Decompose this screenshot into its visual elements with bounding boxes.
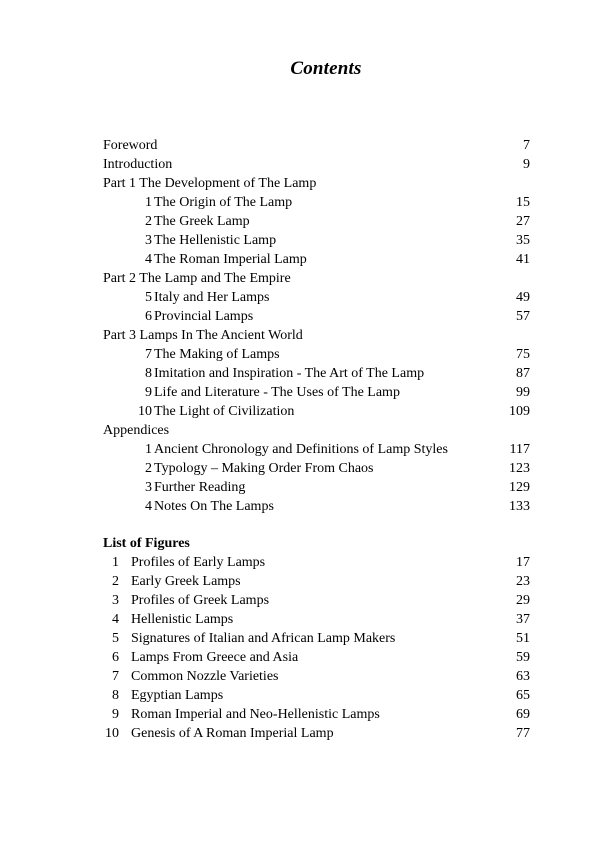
entry-title: Appendices xyxy=(103,423,170,438)
entry-title: Roman Imperial and Neo-Hellenistic Lamps xyxy=(131,707,380,722)
entry-page-number: 75 xyxy=(516,347,530,362)
entry-title: Introduction xyxy=(103,157,173,172)
entry-page-number: 41 xyxy=(516,252,530,267)
entry-title: The Roman Imperial Lamp xyxy=(154,252,307,267)
entry-title: Life and Literature - The Uses of The Lamp xyxy=(154,385,400,400)
figure-entry xyxy=(103,667,530,686)
entry-number: 7 xyxy=(145,347,152,362)
figure-entry xyxy=(103,724,530,743)
section-entry xyxy=(103,269,530,288)
entry-number: 6 xyxy=(112,650,119,665)
chapter-entry xyxy=(103,193,530,212)
chapter-entry xyxy=(103,250,530,269)
entry-page-number: 7 xyxy=(523,138,530,153)
entry-title: Egyptian Lamps xyxy=(131,688,224,703)
entry-title: Lamps From Greece and Asia xyxy=(131,650,299,665)
entry-number: 8 xyxy=(145,366,152,381)
entry-number: 6 xyxy=(145,309,152,324)
entry-number: 3 xyxy=(112,593,119,608)
entry-page-number: 15 xyxy=(516,195,530,210)
entry-title: The Hellenistic Lamp xyxy=(154,233,277,248)
entry-number: 3 xyxy=(145,480,152,495)
entry-page-number: 49 xyxy=(516,290,530,305)
entry-page-number: 77 xyxy=(516,726,530,741)
entry-page-number: 109 xyxy=(509,404,530,419)
entry-page-number: 87 xyxy=(516,366,530,381)
entry-page-number: 129 xyxy=(509,480,530,495)
entry-page-number: 29 xyxy=(516,593,530,608)
entry-title: Further Reading xyxy=(154,480,246,495)
section-entry xyxy=(103,155,530,174)
chapter-entry xyxy=(103,459,530,478)
entry-page-number: 69 xyxy=(516,707,530,722)
figure-entry xyxy=(103,572,530,591)
entry-page-number: 9 xyxy=(523,157,530,172)
entry-title: Genesis of A Roman Imperial Lamp xyxy=(131,726,334,741)
entry-title: Italy and Her Lamps xyxy=(154,290,270,305)
entry-page-number: 27 xyxy=(516,214,530,229)
entry-title: Part 3 Lamps In The Ancient World xyxy=(103,328,303,343)
entry-number: 2 xyxy=(145,214,152,229)
entry-title: Notes On The Lamps xyxy=(154,499,274,514)
entry-page-number: 23 xyxy=(516,574,530,589)
entry-page-number: 65 xyxy=(516,688,530,703)
chapter-entry xyxy=(103,364,530,383)
entry-title: Part 1 The Development of The Lamp xyxy=(103,176,317,191)
chapter-entry xyxy=(103,231,530,250)
list-of-figures xyxy=(103,553,530,743)
entry-title: The Origin of The Lamp xyxy=(154,195,293,210)
contents-list xyxy=(103,136,530,516)
section-entry xyxy=(103,174,530,193)
entry-title: The Greek Lamp xyxy=(154,214,250,229)
chapter-entry xyxy=(103,478,530,497)
entry-number: 5 xyxy=(112,631,119,646)
chapter-entry xyxy=(103,212,530,231)
entry-page-number: 133 xyxy=(509,499,530,514)
entry-page-number: 123 xyxy=(509,461,530,476)
entry-title: The Making of Lamps xyxy=(154,347,280,362)
chapter-entry xyxy=(103,440,530,459)
entry-number: 3 xyxy=(145,233,152,248)
entry-page-number: 37 xyxy=(516,612,530,627)
chapter-entry xyxy=(103,497,530,516)
entry-title: Early Greek Lamps xyxy=(131,574,241,589)
entry-number: 2 xyxy=(145,461,152,476)
chapter-entry xyxy=(103,383,530,402)
entry-number: 10 xyxy=(138,404,152,419)
figure-entry xyxy=(103,648,530,667)
entry-number: 1 xyxy=(145,442,152,457)
figure-entry xyxy=(103,591,530,610)
table-of-contents xyxy=(103,136,530,743)
entry-page-number: 63 xyxy=(516,669,530,684)
entry-title: Provincial Lamps xyxy=(154,309,254,324)
entry-number: 2 xyxy=(112,574,119,589)
section-entry xyxy=(103,326,530,345)
entry-page-number: 59 xyxy=(516,650,530,665)
list-of-figures-heading xyxy=(103,534,530,553)
chapter-entry xyxy=(103,288,530,307)
figure-entry xyxy=(103,610,530,629)
entry-title: Profiles of Greek Lamps xyxy=(131,593,270,608)
figure-entry xyxy=(103,629,530,648)
chapter-entry xyxy=(103,307,530,326)
entry-number: 5 xyxy=(145,290,152,305)
entry-title: Profiles of Early Lamps xyxy=(131,555,266,570)
entry-number: 1 xyxy=(145,195,152,210)
entry-title: Ancient Chronology and Definitions of Lamp Styles xyxy=(154,442,448,457)
figure-entry xyxy=(103,705,530,724)
entry-title: Hellenistic Lamps xyxy=(131,612,234,627)
entry-title: Typology – Making Order From Chaos xyxy=(154,461,374,476)
entry-page-number: 99 xyxy=(516,385,530,400)
entry-number: 7 xyxy=(112,669,119,684)
entry-number: 10 xyxy=(105,726,119,741)
chapter-entry xyxy=(103,402,530,421)
entry-page-number: 51 xyxy=(516,631,530,646)
entry-page-number: 117 xyxy=(509,442,530,457)
entry-number: 9 xyxy=(145,385,152,400)
entry-page-number: 35 xyxy=(516,233,530,248)
figure-entry xyxy=(103,686,530,705)
entry-title: Part 2 The Lamp and The Empire xyxy=(103,271,291,286)
entry-number: 4 xyxy=(145,499,152,514)
page-title: Contents xyxy=(290,58,362,79)
entry-title: Foreword xyxy=(103,138,158,153)
entry-number: 4 xyxy=(112,612,119,627)
entry-title: Signatures of Italian and African Lamp Makers xyxy=(131,631,396,646)
figure-entry xyxy=(103,553,530,572)
entry-page-number: 57 xyxy=(516,309,530,324)
entry-number: 4 xyxy=(145,252,152,267)
entry-number: 9 xyxy=(112,707,119,722)
entry-title: Imitation and Inspiration - The Art of The Lamp xyxy=(154,366,425,381)
entry-number: 8 xyxy=(112,688,119,703)
section-entry xyxy=(103,136,530,155)
entry-number: 1 xyxy=(112,555,119,570)
list-of-figures-title: List of Figures xyxy=(103,536,190,551)
entry-title: Common Nozzle Varieties xyxy=(131,669,279,684)
section-entry xyxy=(103,421,530,440)
chapter-entry xyxy=(103,345,530,364)
entry-title: The Light of Civilization xyxy=(154,404,295,419)
entry-page-number: 17 xyxy=(516,555,530,570)
